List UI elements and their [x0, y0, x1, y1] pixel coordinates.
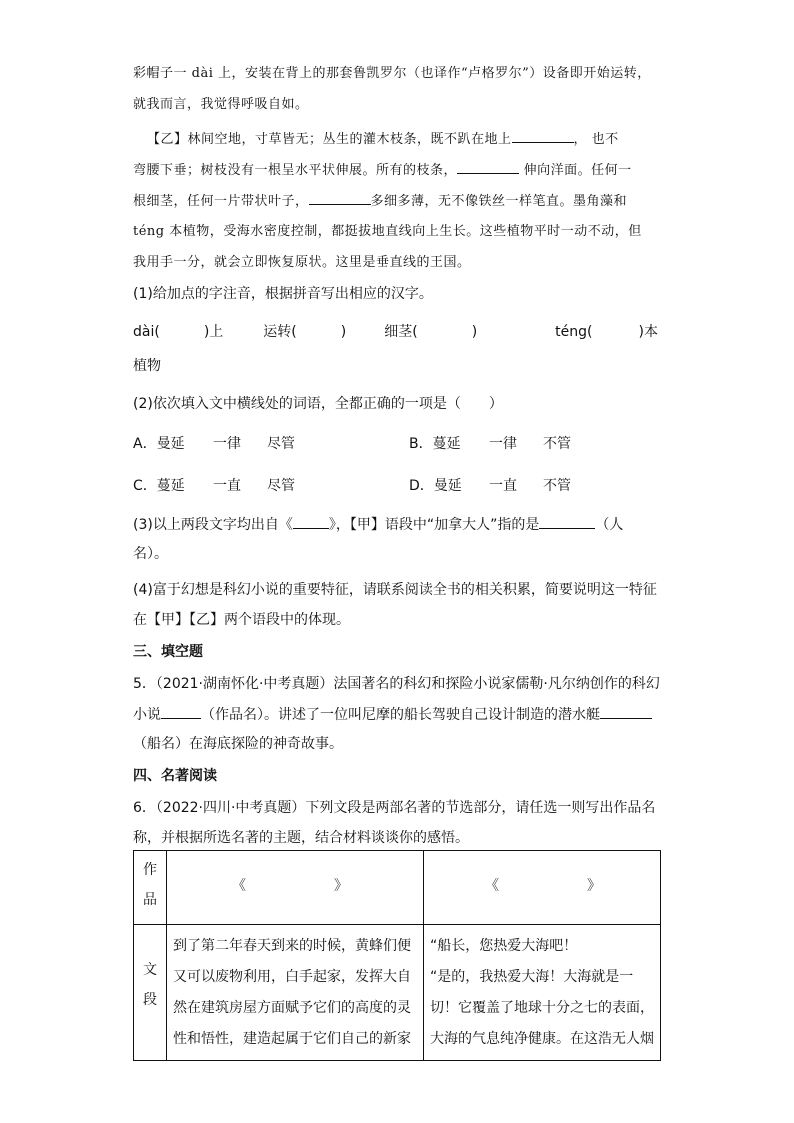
question-5: （船名）在海底探险的神奇故事。 — [133, 736, 343, 752]
section-heading: 四、名著阅读 — [133, 768, 217, 784]
passage-line: 彩帽子一 dài 上，安装在背上的那套鲁凯罗尔（也译作“卢格罗尔”）设备即开始运转， — [133, 66, 651, 81]
option-b: B．蔓延 — [409, 436, 461, 452]
blank-line — [539, 514, 595, 529]
blank-line — [600, 704, 652, 719]
passage-line: téng 本植物，受海水密度控制，都挺拔地直线向上生长。这些植物平时一动不动，但 — [133, 224, 642, 239]
question-4: (4)富于幻想是科幻小说的重要特征，请联系阅读全书的相关积累，简要说明这一特征 — [133, 582, 657, 598]
header-cell: 作 品 — [134, 851, 167, 925]
blank-line — [457, 159, 519, 174]
blank-line — [309, 190, 371, 205]
title-cell-left: 《 》 — [167, 851, 424, 925]
reading-table — [133, 850, 661, 1061]
question-1-stem: (1)给加点的字注音，根据拼音写出相应的汉字。 — [133, 286, 433, 302]
row-header-cell: 文 段 — [134, 925, 167, 1061]
blank-line — [512, 128, 574, 143]
question-1-items: dài( )上 运转( ) 细茎( ) téng( )本 — [133, 324, 658, 340]
question-3: (3)以上两段文字均出自《 》，【甲】语段中“加拿大人”指的是 （人 — [133, 514, 661, 535]
passage-line: 【乙】林间空地，寸草皆无；丛生的灌木枝条，既不趴在地上 ， 也不 — [147, 128, 675, 150]
excerpt-right: “船长，您热爱大海吧！ “是的，我热爱大海！大海就是一 切！它覆盖了地球十分之七的表面， 大海的气息纯净健康。在这浩无人烟 — [424, 925, 661, 1061]
title-cell-right: 《 》 — [424, 851, 661, 925]
question-3-wrap: 名）。 — [133, 546, 168, 562]
question-5: 5．（2021·湖南怀化·中考真题）法国著名的科幻和探险小说家儒勒·凡尔纳创作的科幻 — [133, 676, 660, 692]
question-4: 在【甲】【乙】两个语段中的体现。 — [133, 612, 350, 628]
question-6: 称，并根据所选名著的主题，结合材料谈谈你的感悟。 — [133, 830, 469, 846]
question-6: 6．（2022·四川·中考真题）下列文段是两部名著的节选部分，请任选一则写出作品名 — [133, 800, 656, 816]
option-c: C．蔓延 — [133, 478, 185, 494]
passage-line: 我用手一分，就会立即恢复原状。这里是垂直线的王国。 — [133, 255, 471, 270]
question-5: 小说 （作品名）。讲述了一位叫尼摩的船长驾驶自己设计制造的潜水艇 — [133, 704, 661, 725]
passage-line: 根细茎，任何一片带状叶子， 多细多薄，无不像铁丝一样笔直。墨角藻和 — [133, 190, 661, 212]
passage-line: 弯腰下垂；树枝没有一根呈水平状伸展。所有的枝条， 伸向洋面。任何一 — [133, 159, 661, 181]
blank-line — [293, 514, 329, 529]
section-heading: 三、填空题 — [133, 644, 203, 660]
excerpt-left: 到了第二年春天到来的时候，黄蜂们便 又可以废物利用，白手起家，发挥大自 然在建筑房屋方面赋予它们的高度的灵 性和悟性，建造起属于它们自己的新家 — [167, 925, 424, 1061]
blank-line — [161, 704, 201, 719]
question-1-wrap: 植物 — [133, 358, 161, 374]
passage-line: 就我而言，我觉得呼吸自如。 — [133, 97, 309, 112]
option-d: D．曼延 — [409, 478, 462, 494]
question-2-stem: (2)依次填入文中横线处的词语，全都正确的一项是（ ） — [133, 396, 503, 412]
option-a: A．曼延 — [133, 436, 185, 452]
